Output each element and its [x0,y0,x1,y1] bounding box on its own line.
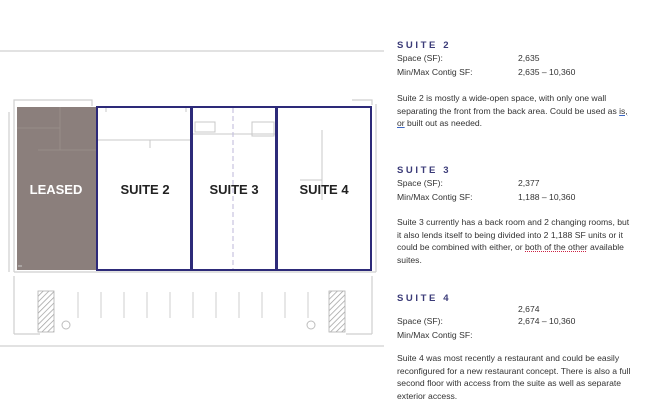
suite-4-contig-row [397,330,637,343]
contig-value: 2,674 – 10,360 [518,316,576,326]
desc-text-end: available suites. [397,242,624,265]
accessible-parking-icon [62,321,315,329]
suite-3-space-row [397,178,637,191]
contig-label: Min/Max Contig SF: [397,330,473,340]
desc-text: Suite 4 was most recently a restaurant and could be easily reconfigured for a new restaurant concept. There is also a full second floor with access from the suite as well as separate exterior access. [397,353,631,401]
desc-underlined: both of the other [525,242,588,252]
desc-text: Suite 3 currently has a back room and 2 changing rooms, but it also lends itself to being divided into 2 1,188 SF units or it could be combined with either, or [397,217,630,252]
suite-2-contig-row [397,67,637,80]
parking-stripes [78,292,308,318]
suite-3-details [397,165,637,266]
suite-3-title: SUITE 3 [397,165,452,176]
space-label: Space (SF): [397,178,443,188]
parking-hatch-right [329,291,345,332]
suite-2-description [397,92,633,130]
space-value: 2,635 [518,53,540,63]
desc-underlined: is, or [397,105,628,128]
suite-2-space-row [397,53,637,66]
suite-2-title: SUITE 2 [397,40,452,51]
contig-label: Min/Max Contig SF: [397,67,473,77]
contig-value: 2,635 – 10,360 [518,67,576,77]
suite-4-space-value-row [397,304,637,315]
space-label: Space (SF): [397,53,443,63]
suite-2-label: SUITE 2 [120,182,170,197]
suite-4-title: SUITE 4 [397,293,452,304]
suite-4-label: SUITE 4 [299,182,349,197]
suite-3-label: SUITE 3 [209,182,259,197]
suite-4-space-row [397,316,637,329]
space-label: Space (SF): [397,316,443,326]
contig-value: 1,188 – 10,360 [518,192,576,202]
space-value: 2,377 [518,178,540,188]
contig-label: Min/Max Contig SF: [397,192,473,202]
leased-label: LEASED [29,182,83,197]
suite-4-details [397,293,637,402]
suite-3-contig-row [397,192,637,205]
space-value: 2,674 [518,304,540,314]
suite-3-description [397,216,633,266]
desc-text-end: built out as needed. [404,118,483,128]
parking-hatch-left [38,291,54,332]
suite-4-description [397,352,633,402]
desc-text: Suite 2 is mostly a wide-open space, with only one wall separating the front from the back area. Could be used as [397,93,620,116]
suite-2-details [397,40,637,130]
